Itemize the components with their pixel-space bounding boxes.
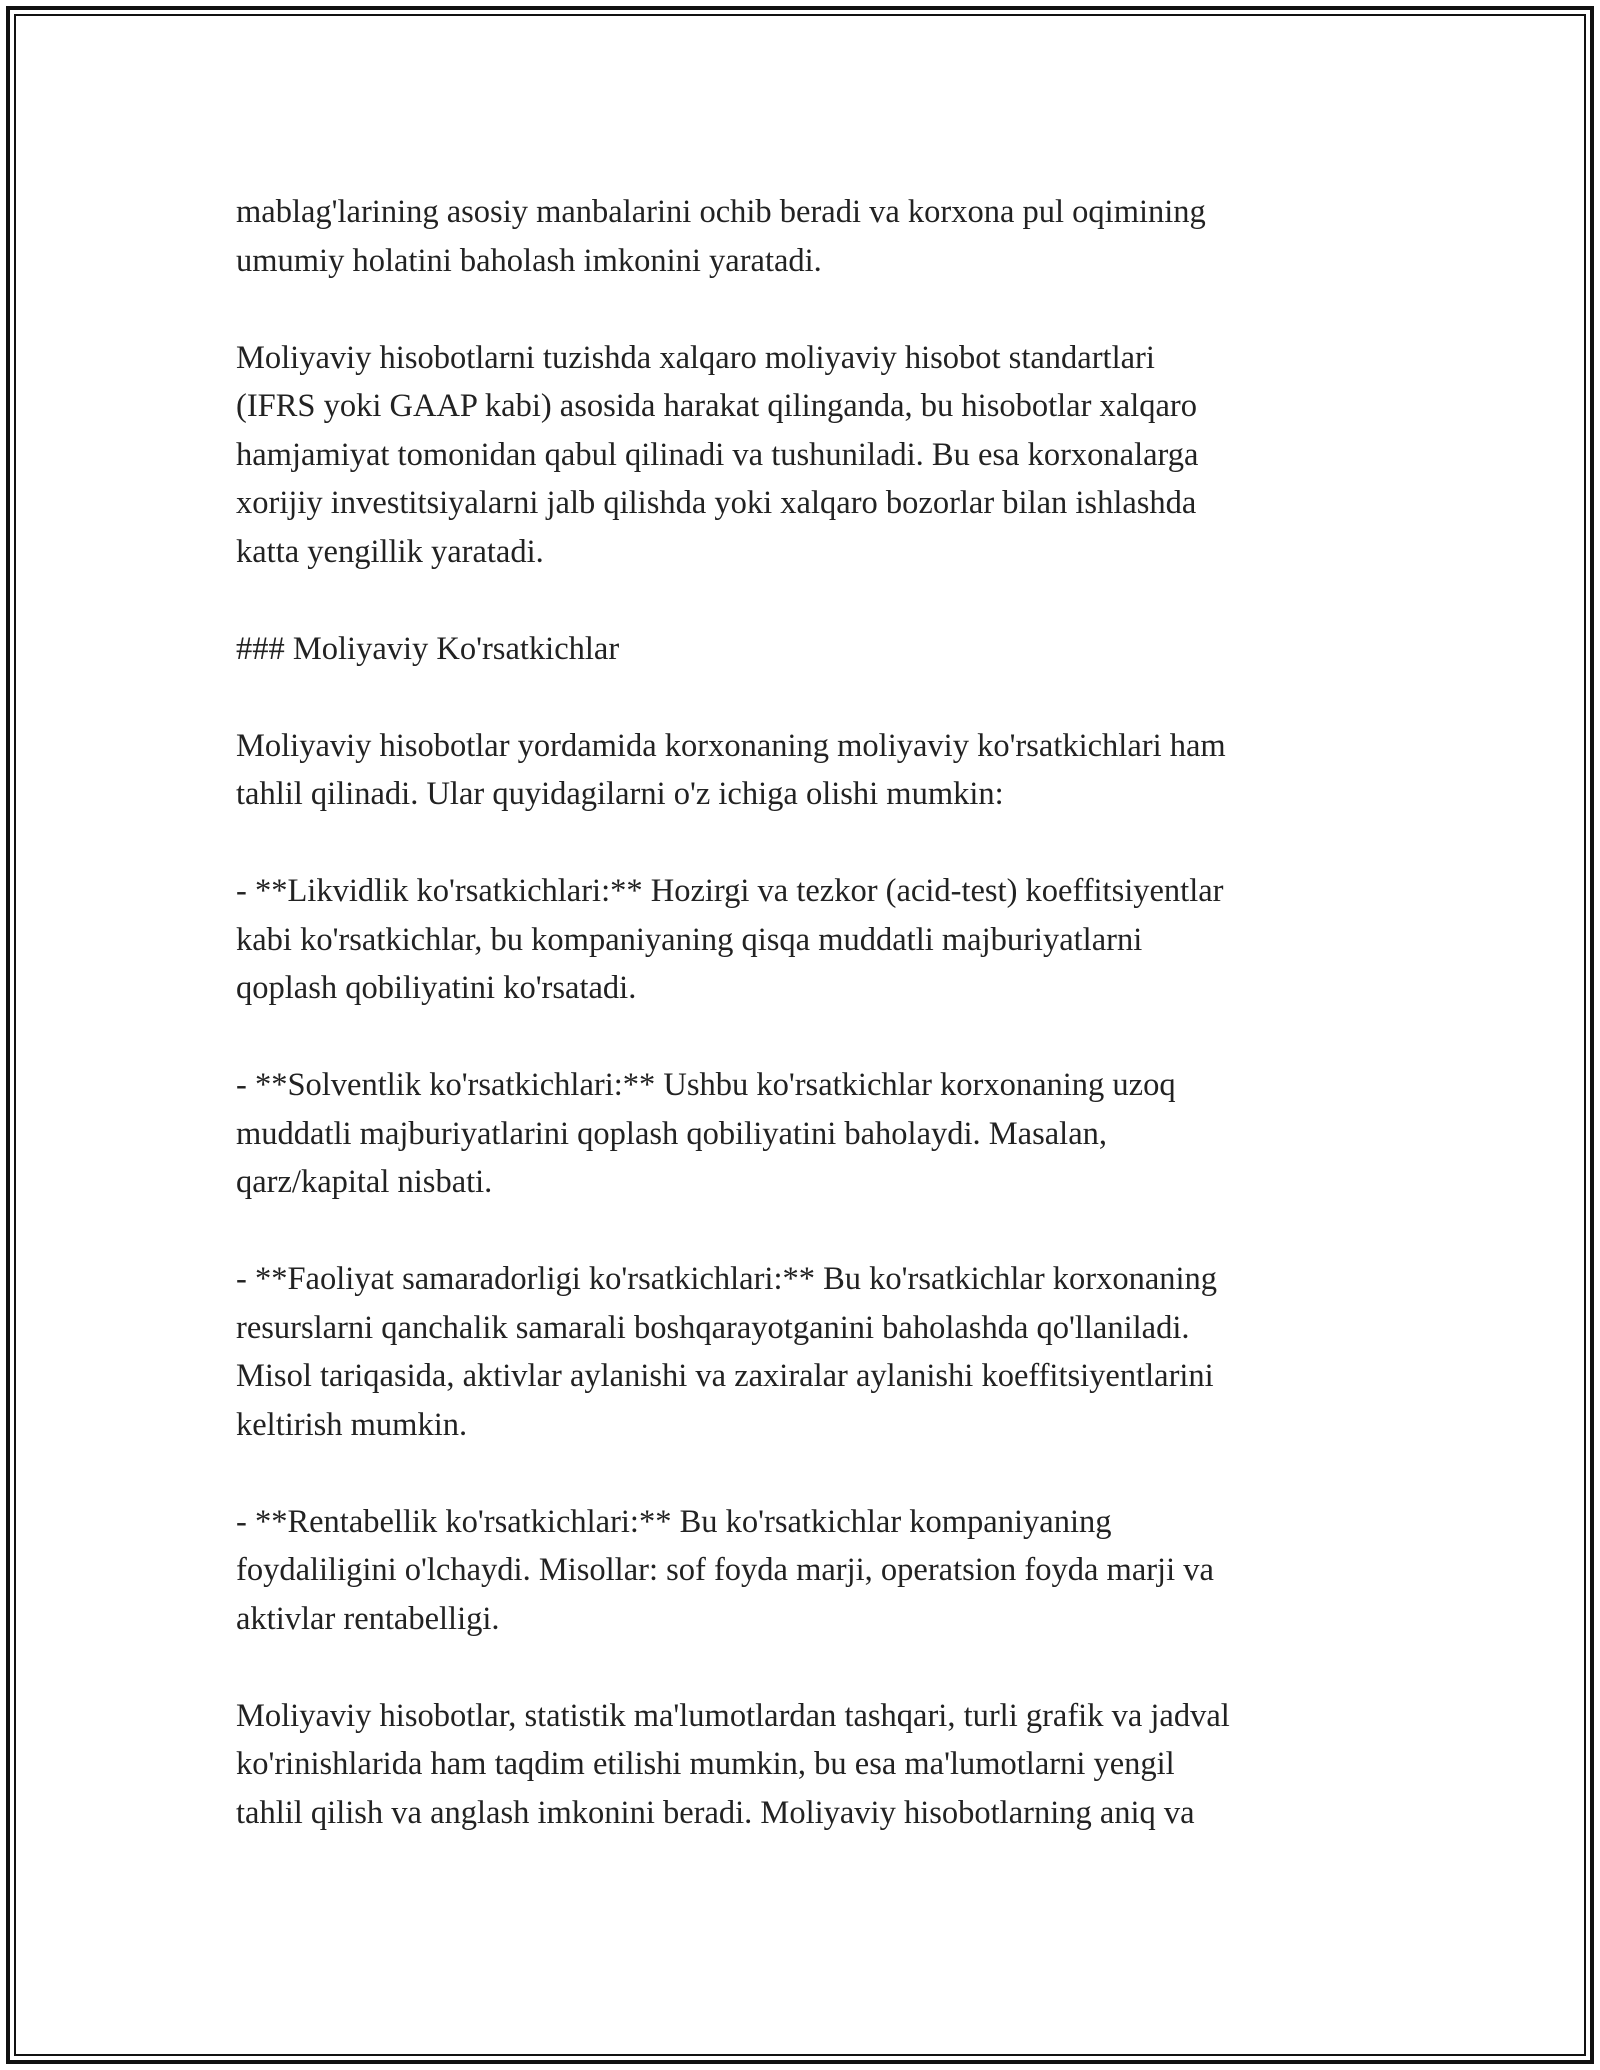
paragraph-ifrs (236, 334, 1376, 577)
heading-text: ### Moliyaviy Ko'rsatkichlar (236, 630, 620, 667)
text-line: qarz/kapital nisbati. (236, 1164, 493, 1200)
text-line: keltirish mumkin. (236, 1406, 468, 1443)
paragraph-indicators-intro (236, 722, 1376, 819)
text-line: Moliyaviy hisobotlarni tuzishda xalqaro moliyaviy hisobot standartlari (236, 339, 1155, 376)
text-line: muddatli majburiyatlarini qoplash qobiliyatini baholaydi. Masalan, (236, 1115, 1108, 1152)
text-line: aktivlar rentabelligi. (236, 1600, 500, 1637)
text-line: Moliyaviy hisobotlar yordamida korxonaning moliyaviy ko'rsatkichlari ham (236, 727, 1226, 764)
list-item-solvency (236, 1061, 1376, 1207)
text-line: tahlil qilinadi. Ular quyidagilarni o'z ichiga olishi mumkin: (236, 776, 1004, 812)
text-line: resurslarni qanchalik samarali boshqarayotganini baholashda qo'llaniladi. (236, 1309, 1190, 1346)
section-heading (236, 625, 1376, 674)
list-item-liquidity (236, 867, 1376, 1013)
text-line: qoplash qobiliyatini ko'rsatadi. (236, 970, 637, 1006)
text-line: - **Rentabellik ko'rsatkichlari:** Bu ko'rsatkichlar kompaniyaning (236, 1503, 1112, 1540)
paragraph-intro-continuation (236, 188, 1376, 285)
text-line: xorijiy investitsiyalarni jalb qilishda yoki xalqaro bozorlar bilan ishlashda (236, 485, 1197, 521)
paragraph-presentation (236, 1692, 1376, 1838)
text-line: umumiy holatini baholash imkonini yaratadi. (236, 242, 822, 279)
document-body (236, 188, 1376, 1886)
text-line: hamjamiyat tomonidan qabul qilinadi va tushuniladi. Bu esa korxonalarga (236, 436, 1199, 473)
list-item-efficiency (236, 1255, 1376, 1449)
text-line: (IFRS yoki GAAP kabi) asosida harakat qilinganda, bu hisobotlar xalqaro (236, 388, 1197, 424)
list-item-profitability (236, 1498, 1376, 1644)
text-line: foydaliligini o'lchaydi. Misollar: sof foyda marji, operatsion foyda marji va (236, 1552, 1214, 1588)
text-line: Moliyaviy hisobotlar, statistik ma'lumotlardan tashqari, turli grafik va jadval (236, 1697, 1230, 1734)
text-line: Misol tariqasida, aktivlar aylanishi va zaxiralar aylanishi koeffitsiyentlarini (236, 1358, 1214, 1394)
text-line: - **Solventlik ko'rsatkichlari:** Ushbu ko'rsatkichlar korxonaning uzoq (236, 1067, 1176, 1103)
text-line: mablag'larining asosiy manbalarini ochib beradi va korxona pul oqimining (236, 194, 1206, 230)
text-line: ko'rinishlarida ham taqdim etilishi mumkin, bu esa ma'lumotlarni yengil (236, 1746, 1175, 1782)
text-line: tahlil qilish va anglash imkonini beradi. Moliyaviy hisobotlarning aniq va (236, 1794, 1195, 1831)
text-line: katta yengillik yaratadi. (236, 533, 544, 570)
text-line: - **Likvidlik ko'rsatkichlari:** Hozirgi va tezkor (acid-test) koeffitsiyentlar (236, 873, 1224, 909)
text-line: - **Faoliyat samaradorligi ko'rsatkichlari:** Bu ko'rsatkichlar korxonaning (236, 1261, 1218, 1297)
text-line: kabi ko'rsatkichlar, bu kompaniyaning qisqa muddatli majburiyatlarni (236, 921, 1143, 958)
